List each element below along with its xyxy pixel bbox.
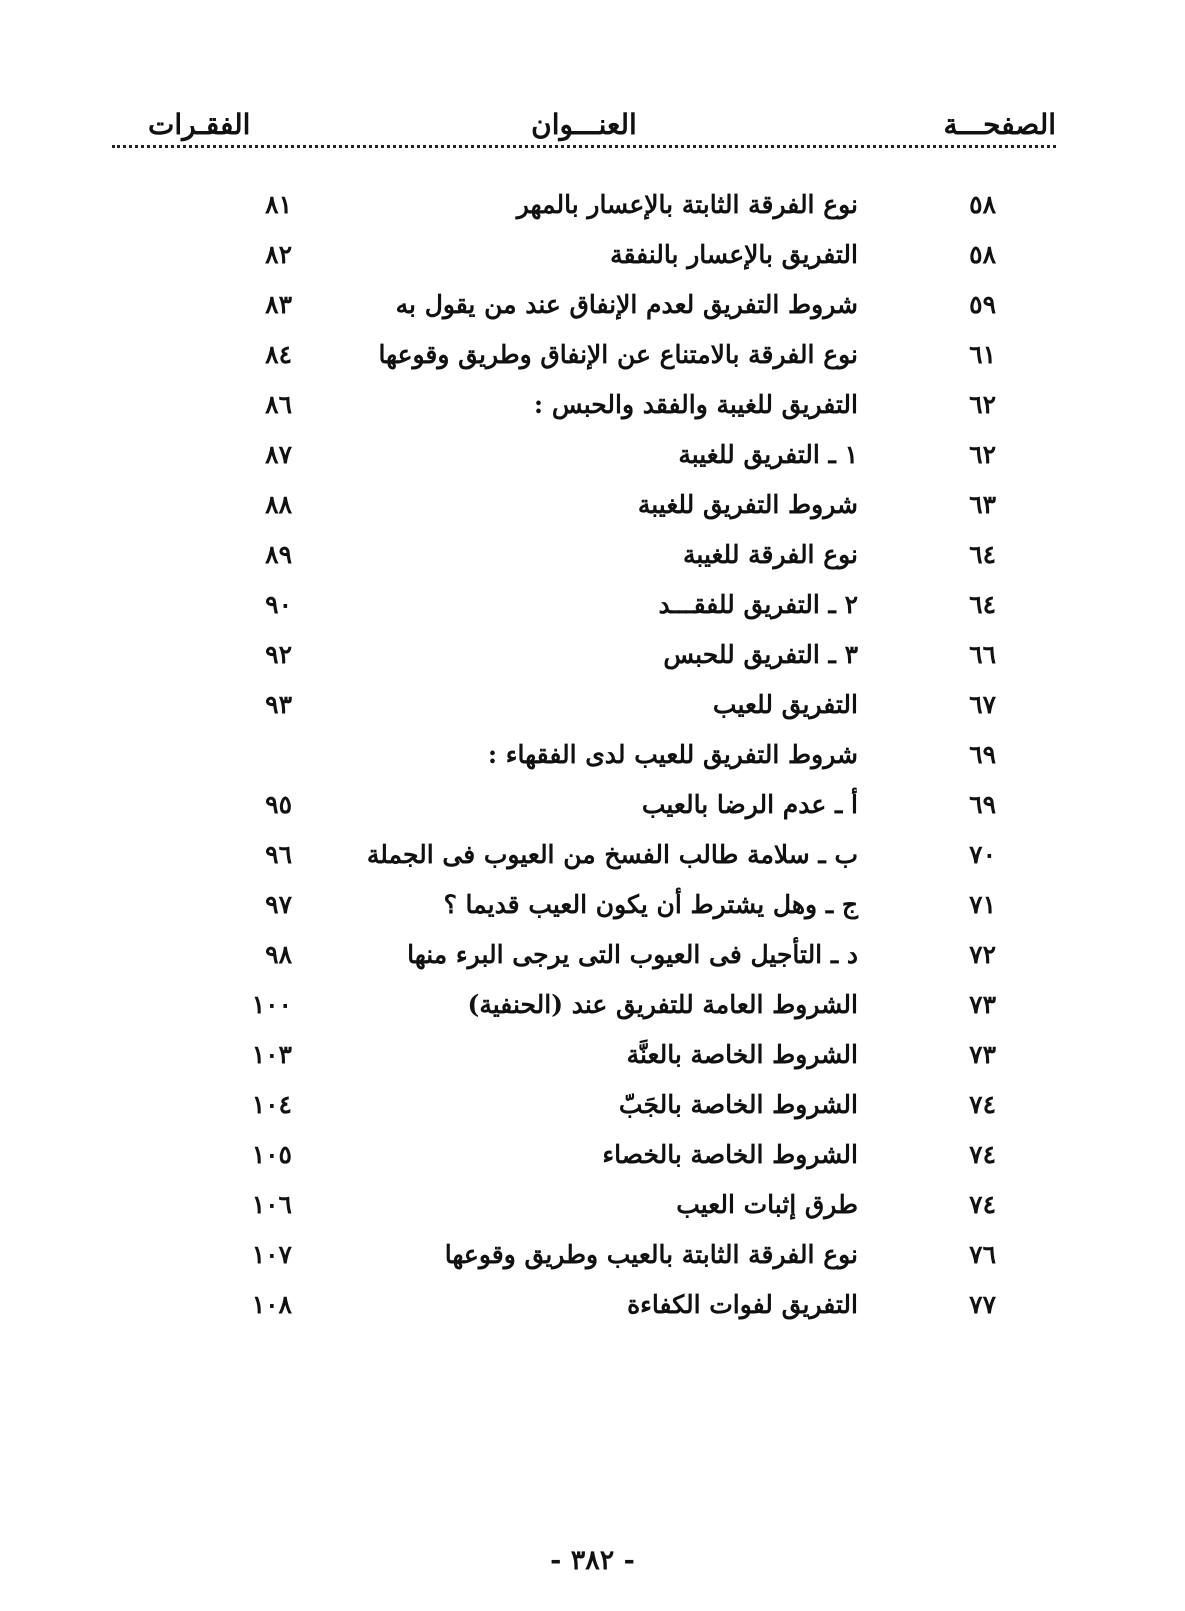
toc-entry-title: نوع الفرقة الثابتة بالإعسار بالمهر (516, 190, 858, 219)
toc-entry-title: التفريق للغيبة والفقد والحبس : (533, 390, 858, 419)
toc-page-number: ٦٤ (969, 540, 996, 569)
toc-row (112, 1190, 1056, 1240)
toc-entry-title: شروط التفريق لعدم الإنفاق عند من يقول به (395, 290, 858, 319)
toc-entry-title: طرق إثبات العيب (676, 1190, 858, 1219)
toc-entry-title: ٢ ـ التفريق للفقـــد (658, 590, 858, 619)
dotted-divider (112, 145, 1056, 148)
toc-row (112, 540, 1056, 590)
toc-paragraph-number: ٩٦ (265, 840, 292, 869)
toc-entry-title: نوع الفرقة الثابتة بالعيب وطريق وقوعها (444, 1240, 858, 1269)
toc-row (112, 640, 1056, 690)
toc-entry-title: الشروط العامة للتفريق عند (الحنفية) (467, 990, 858, 1019)
table-header (112, 100, 1056, 150)
toc-page-number: ٦٧ (969, 690, 996, 719)
toc-paragraph-number: ٨١ (265, 190, 292, 219)
toc-entry-title: أ ـ عدم الرضا بالعيب (641, 790, 858, 819)
toc-row (112, 1290, 1056, 1340)
toc-page-number: ٧٦ (969, 1240, 996, 1269)
toc-row (112, 340, 1056, 390)
header-title-column: العنـــوان (531, 108, 637, 141)
toc-list (112, 190, 1056, 1340)
toc-paragraph-number: ٩٣ (265, 690, 292, 719)
toc-row (112, 1240, 1056, 1290)
toc-page-number: ٧٣ (969, 1040, 996, 1069)
toc-entry-title: ٣ ـ التفريق للحبس (663, 640, 858, 669)
toc-page-number: ٥٨ (969, 190, 996, 219)
toc-page-number: ٧٣ (969, 990, 996, 1019)
toc-row (112, 290, 1056, 340)
toc-page-number: ٧٤ (969, 1090, 996, 1119)
header-paragraphs-column: الفقـرات (148, 108, 251, 141)
toc-paragraph-number: ٨٩ (265, 540, 292, 569)
toc-page-number: ٧٤ (969, 1190, 996, 1219)
toc-entry-title: شروط التفريق للعيب لدى الفقهاء : (487, 740, 858, 769)
toc-row (112, 390, 1056, 440)
toc-paragraph-number: ٨٧ (265, 440, 292, 469)
toc-paragraph-number: ١٠٦ (251, 1190, 292, 1219)
toc-row (112, 990, 1056, 1040)
toc-page-number: ٦١ (969, 340, 996, 369)
header-page-column: الصفحـــة (943, 108, 1056, 141)
toc-paragraph-number: ٨٨ (265, 490, 292, 519)
toc-entry-title: ب ـ سلامة طالب الفسخ من العيوب فى الجملة (366, 840, 858, 869)
toc-paragraph-number: ٩٨ (265, 940, 292, 969)
toc-page-number: ٦٢ (969, 390, 996, 419)
toc-page-number: ٧١ (969, 890, 996, 919)
page-number: - ٣٨٢ - (550, 1545, 635, 1576)
toc-row (112, 1090, 1056, 1140)
toc-paragraph-number: ١٠٠ (251, 990, 292, 1019)
toc-page-number: ٥٩ (969, 290, 996, 319)
toc-paragraph-number: ١٠٣ (251, 1040, 292, 1069)
toc-paragraph-number: ١٠٥ (251, 1140, 292, 1169)
toc-row (112, 790, 1056, 840)
toc-row (112, 190, 1056, 240)
toc-entry-title: التفريق لفوات الكفاءة (627, 1290, 858, 1319)
toc-paragraph-number: ٩٧ (265, 890, 292, 919)
toc-page-number: ٦٤ (969, 590, 996, 619)
toc-entry-title: نوع الفرقة للغيبة (683, 540, 858, 569)
toc-entry-title: الشروط الخاصة بالخصاء (602, 1140, 858, 1169)
toc-paragraph-number: ٩٥ (265, 790, 292, 819)
toc-page-number: ٦٩ (969, 740, 996, 769)
toc-row (112, 890, 1056, 940)
toc-entry-title: د ـ التأجيل فى العيوب التى يرجى البرء منها (407, 940, 858, 969)
toc-entry-title: ١ ـ التفريق للغيبة (678, 440, 858, 469)
toc-paragraph-number: ٨٢ (265, 240, 292, 269)
toc-paragraph-number: ١٠٨ (251, 1290, 292, 1319)
toc-entry-title: التفريق بالإعسار بالنفقة (610, 240, 858, 269)
toc-row (112, 1040, 1056, 1090)
toc-row (112, 240, 1056, 290)
toc-entry-title: شروط التفريق للغيبة (637, 490, 858, 519)
toc-paragraph-number: ٨٣ (265, 290, 292, 319)
toc-row (112, 940, 1056, 990)
toc-row (112, 590, 1056, 640)
toc-page-number: ٧٤ (969, 1140, 996, 1169)
toc-entry-title: الشروط الخاصة بالجَبّ (618, 1090, 858, 1119)
toc-row (112, 740, 1056, 790)
toc-page-number: ٧٢ (969, 940, 996, 969)
toc-row (112, 1140, 1056, 1190)
toc-page-number: ٦٩ (969, 790, 996, 819)
toc-paragraph-number: ٩٢ (265, 640, 292, 669)
toc-row (112, 840, 1056, 890)
toc-row (112, 690, 1056, 740)
toc-paragraph-number: ٩٠ (265, 590, 292, 619)
toc-paragraph-number: ١٠٤ (251, 1090, 292, 1119)
toc-row (112, 490, 1056, 540)
toc-page-number: ٦٣ (969, 490, 996, 519)
toc-entry-title: نوع الفرقة بالامتناع عن الإنفاق وطريق وقوعها (378, 340, 858, 369)
toc-page-number: ٦٦ (969, 640, 996, 669)
toc-paragraph-number: ٨٤ (265, 340, 292, 369)
toc-row (112, 440, 1056, 490)
toc-page-number: ٥٨ (969, 240, 996, 269)
toc-page-number: ٧٠ (969, 840, 996, 869)
toc-paragraph-number: ٨٦ (265, 390, 292, 419)
toc-page-number: ٦٢ (969, 440, 996, 469)
toc-entry-title: ج ـ وهل يشترط أن يكون العيب قديما ؟ (443, 890, 858, 919)
toc-page-number: ٧٧ (969, 1290, 996, 1319)
toc-entry-title: الشروط الخاصة بالعنَّة (626, 1040, 858, 1069)
toc-entry-title: التفريق للعيب (712, 690, 858, 719)
toc-paragraph-number: ١٠٧ (251, 1240, 292, 1269)
